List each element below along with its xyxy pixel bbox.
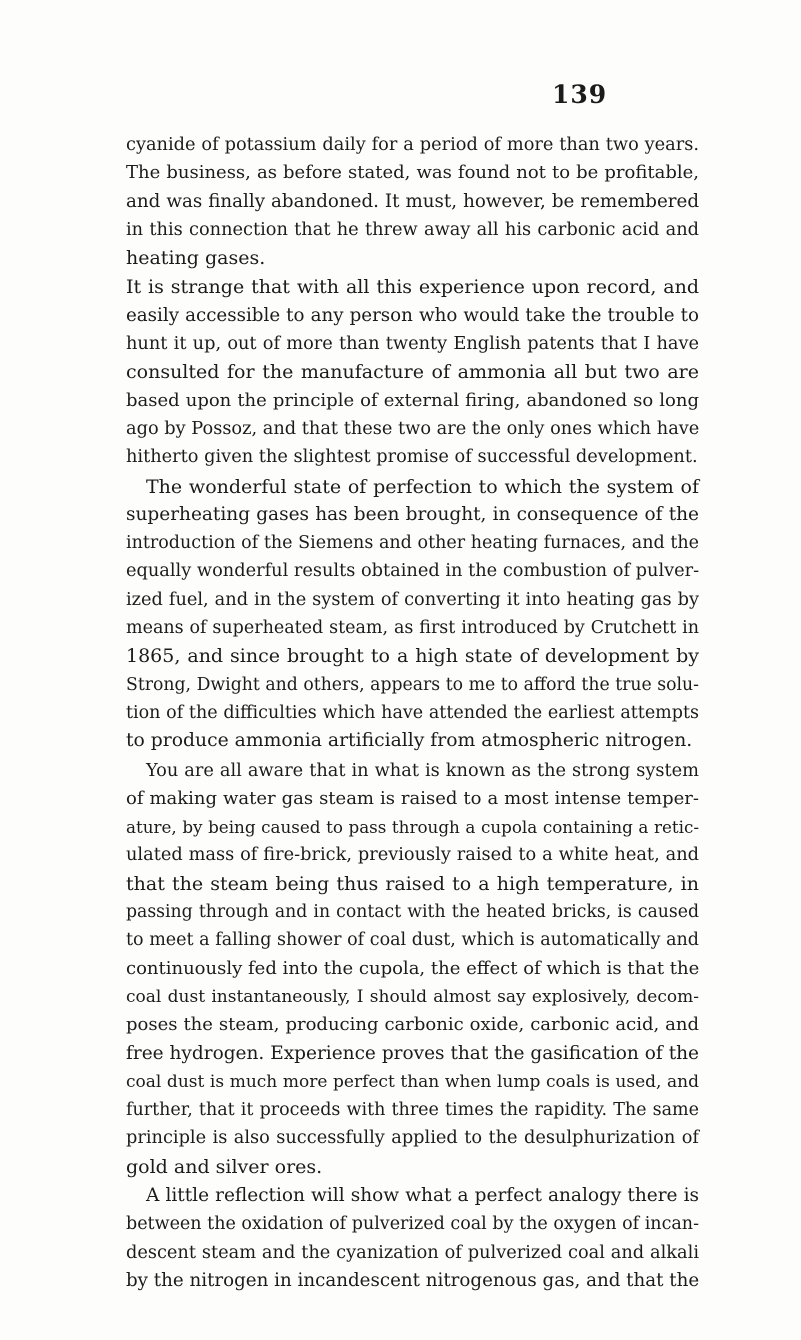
text-line: passing through and in contact with the heated bricks, is caused [126, 902, 699, 923]
text-line: based upon the principle of external firing, abandoned so long [126, 389, 699, 411]
text-line: further, that it proceeds with three times the rapidity. The same [126, 1100, 699, 1121]
text-line: by the nitrogen in incandescent nitrogenous gas, and that the [126, 1269, 700, 1291]
text-line: hitherto given the slightest promise of successful development. [126, 447, 698, 468]
text-line: easily accessible to any person who would take the trouble to [126, 304, 699, 326]
text-line: tion of the difficulties which have attended the earliest attempts [126, 702, 699, 723]
text-line: continuously fed into the cupola, the effect of which is that the [126, 957, 700, 979]
text-line: to meet a falling shower of coal dust, which is automatically and [126, 930, 699, 951]
paragraph [126, 757, 699, 1181]
text-line: coal dust instantaneously, I should almost say explosively, decom- [126, 986, 699, 1007]
body-text [126, 131, 699, 1295]
text-line: heating gases. [126, 247, 266, 270]
text-line: The business, as before stated, was found not to be profitable, [126, 162, 699, 184]
page-number: 139 [552, 80, 608, 109]
text-line: coal dust is much more perfect than when lump coals is used, and [126, 1071, 699, 1092]
text-line: ized fuel, and in the system of converting it into heating gas by [126, 589, 699, 610]
text-line: ago by Possoz, and that these two are the only ones which have [126, 418, 700, 439]
text-line: means of superheated steam, as first introduced by Crutchett in [126, 618, 699, 639]
text-line: between the oxidation of pulverized coal by the oxygen of incan- [126, 1214, 699, 1235]
paragraph [126, 1182, 699, 1295]
text-line: in this connection that he threw away all his carbonic acid and [126, 219, 699, 240]
paragraph [126, 131, 699, 272]
text-line: poses the steam, producing carbonic oxide, carbonic acid, and [126, 1014, 699, 1036]
text-line: A little reflection will show what a perfect analogy there is [146, 1184, 699, 1206]
text-line: It is strange that with all this experience upon record, and [126, 276, 699, 299]
text-line: and was finally abandoned. It must, however, be remembered [126, 190, 699, 212]
text-line: free hydrogen. Experience proves that the gasification of the [126, 1042, 699, 1064]
text-line: principle is also successfully applied to the desulphurization of [126, 1128, 699, 1149]
text-line: 1865, and since brought to a high state of development by [126, 645, 699, 668]
text-line: You are all aware that in what is known as the strong system [146, 760, 699, 781]
text-line: Strong, Dwight and others, appears to me to afford the true solu- [126, 674, 699, 695]
text-line: ulated mass of fire-brick, previously raised to a white heat, and [126, 845, 699, 866]
text-line: superheating gases has been brought, in consequence of the [126, 503, 699, 525]
text-line: consulted for the manufacture of ammonia all but two are [126, 361, 699, 384]
text-line: gold and silver ores. [126, 1155, 323, 1178]
text-line: descent steam and the cyanization of pulverized coal and alkali [126, 1242, 699, 1263]
text-line: cyanide of potassium daily for a period of more than two years. [126, 135, 699, 155]
text-line: hunt it up, out of more than twenty English patents that I have [126, 334, 699, 355]
paragraph [126, 273, 699, 471]
text-line: of making water gas steam is raised to a most intense temper- [126, 787, 699, 809]
text-line: ature, by being caused to pass through a cupola containing a retic- [126, 817, 699, 838]
text-line: The wonderful state of perfection to which the system of [146, 475, 699, 498]
text-line: introduction of the Siemens and other heating furnaces, and the [126, 533, 699, 554]
paragraph [126, 473, 699, 756]
text-line: equally wonderful results obtained in the combustion of pulver- [126, 561, 700, 582]
text-line: that the steam being thus raised to a high temperature, in [126, 872, 699, 895]
text-line: to produce ammonia artificially from atmospheric nitrogen. [126, 730, 693, 752]
